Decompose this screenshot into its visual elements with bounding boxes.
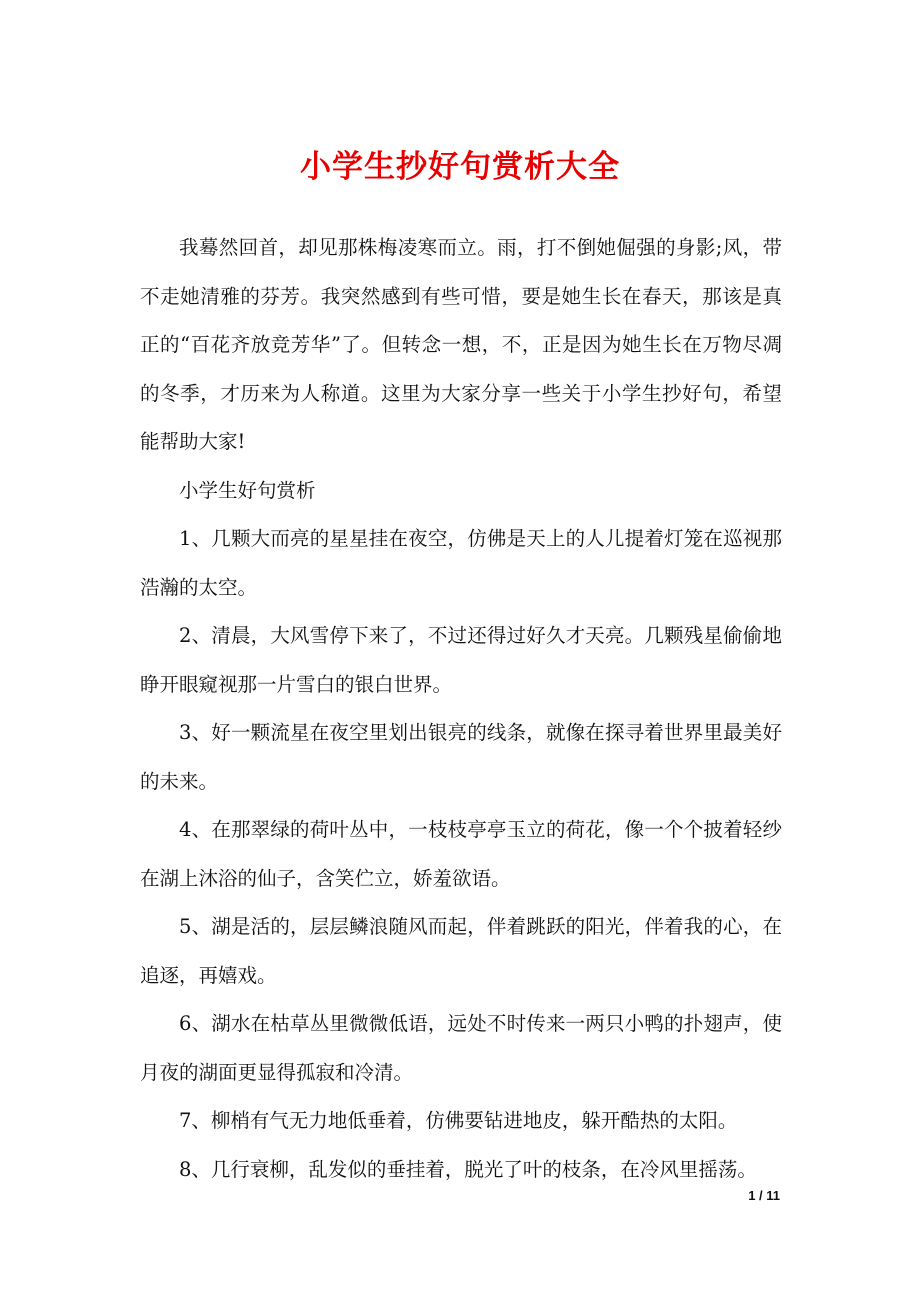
document-body: [140, 224, 782, 1194]
sentence-item-4: 4、在那翠绿的荷叶丛中，一枝枝亭亭玉立的荷花，像一个个披着轻纱在湖上沐浴的仙子，含笑伫立，娇羞欲语。: [140, 818, 782, 890]
sentence-item-5: 5、湖是活的，层层鳞浪随风而起，伴着跳跃的阳光，伴着我的心，在追逐，再嬉戏。: [140, 915, 782, 987]
document-title: 小学生抄好句赏析大全: [300, 149, 620, 185]
section-heading: 小学生好句赏析: [179, 478, 316, 502]
intro-paragraph: 我蓦然回首，却见那株梅凌寒而立。雨，打不倒她倔强的身影;风，带不走她清雅的芬芳。我突然感到有些可惜，要是她生长在春天，那该是真正的“百花齐放竞芳华”了。但转念一想，不，正是因为她生长在万物尽凋的冬季，才历来为人称道。这里为大家分享一些关于小学生抄好句，希望能帮助大家!: [140, 236, 782, 453]
sentence-item-2: 2、清晨，大风雪停下来了，不过还得过好久才天亮。几颗残星偷偷地睁开眼窥视那一片雪白的银白世界。: [140, 624, 782, 696]
sentence-item-8: 8、几行衰柳，乱发似的垂挂着，脱光了叶的枝条，在冷风里摇荡。: [179, 1157, 757, 1181]
page-number: 1 / 11: [748, 1188, 780, 1203]
sentence-item-3: 3、好一颗流星在夜空里划出银亮的线条，就像在探寻着世界里最美好的未来。: [140, 721, 782, 793]
sentence-item-7: 7、柳梢有气无力地低垂着，仿佛要钻进地皮，躲开酷热的太阳。: [179, 1109, 738, 1132]
sentence-item-1: 1、几颗大而亮的星星挂在夜空，仿佛是天上的人儿提着灯笼在巡视那浩瀚的太空。: [140, 527, 782, 599]
sentence-item-6: 6、湖水在枯草丛里微微低语，远处不时传来一两只小鸭的扑翅声，使月夜的湖面更显得孤寂和冷清。: [140, 1012, 782, 1084]
